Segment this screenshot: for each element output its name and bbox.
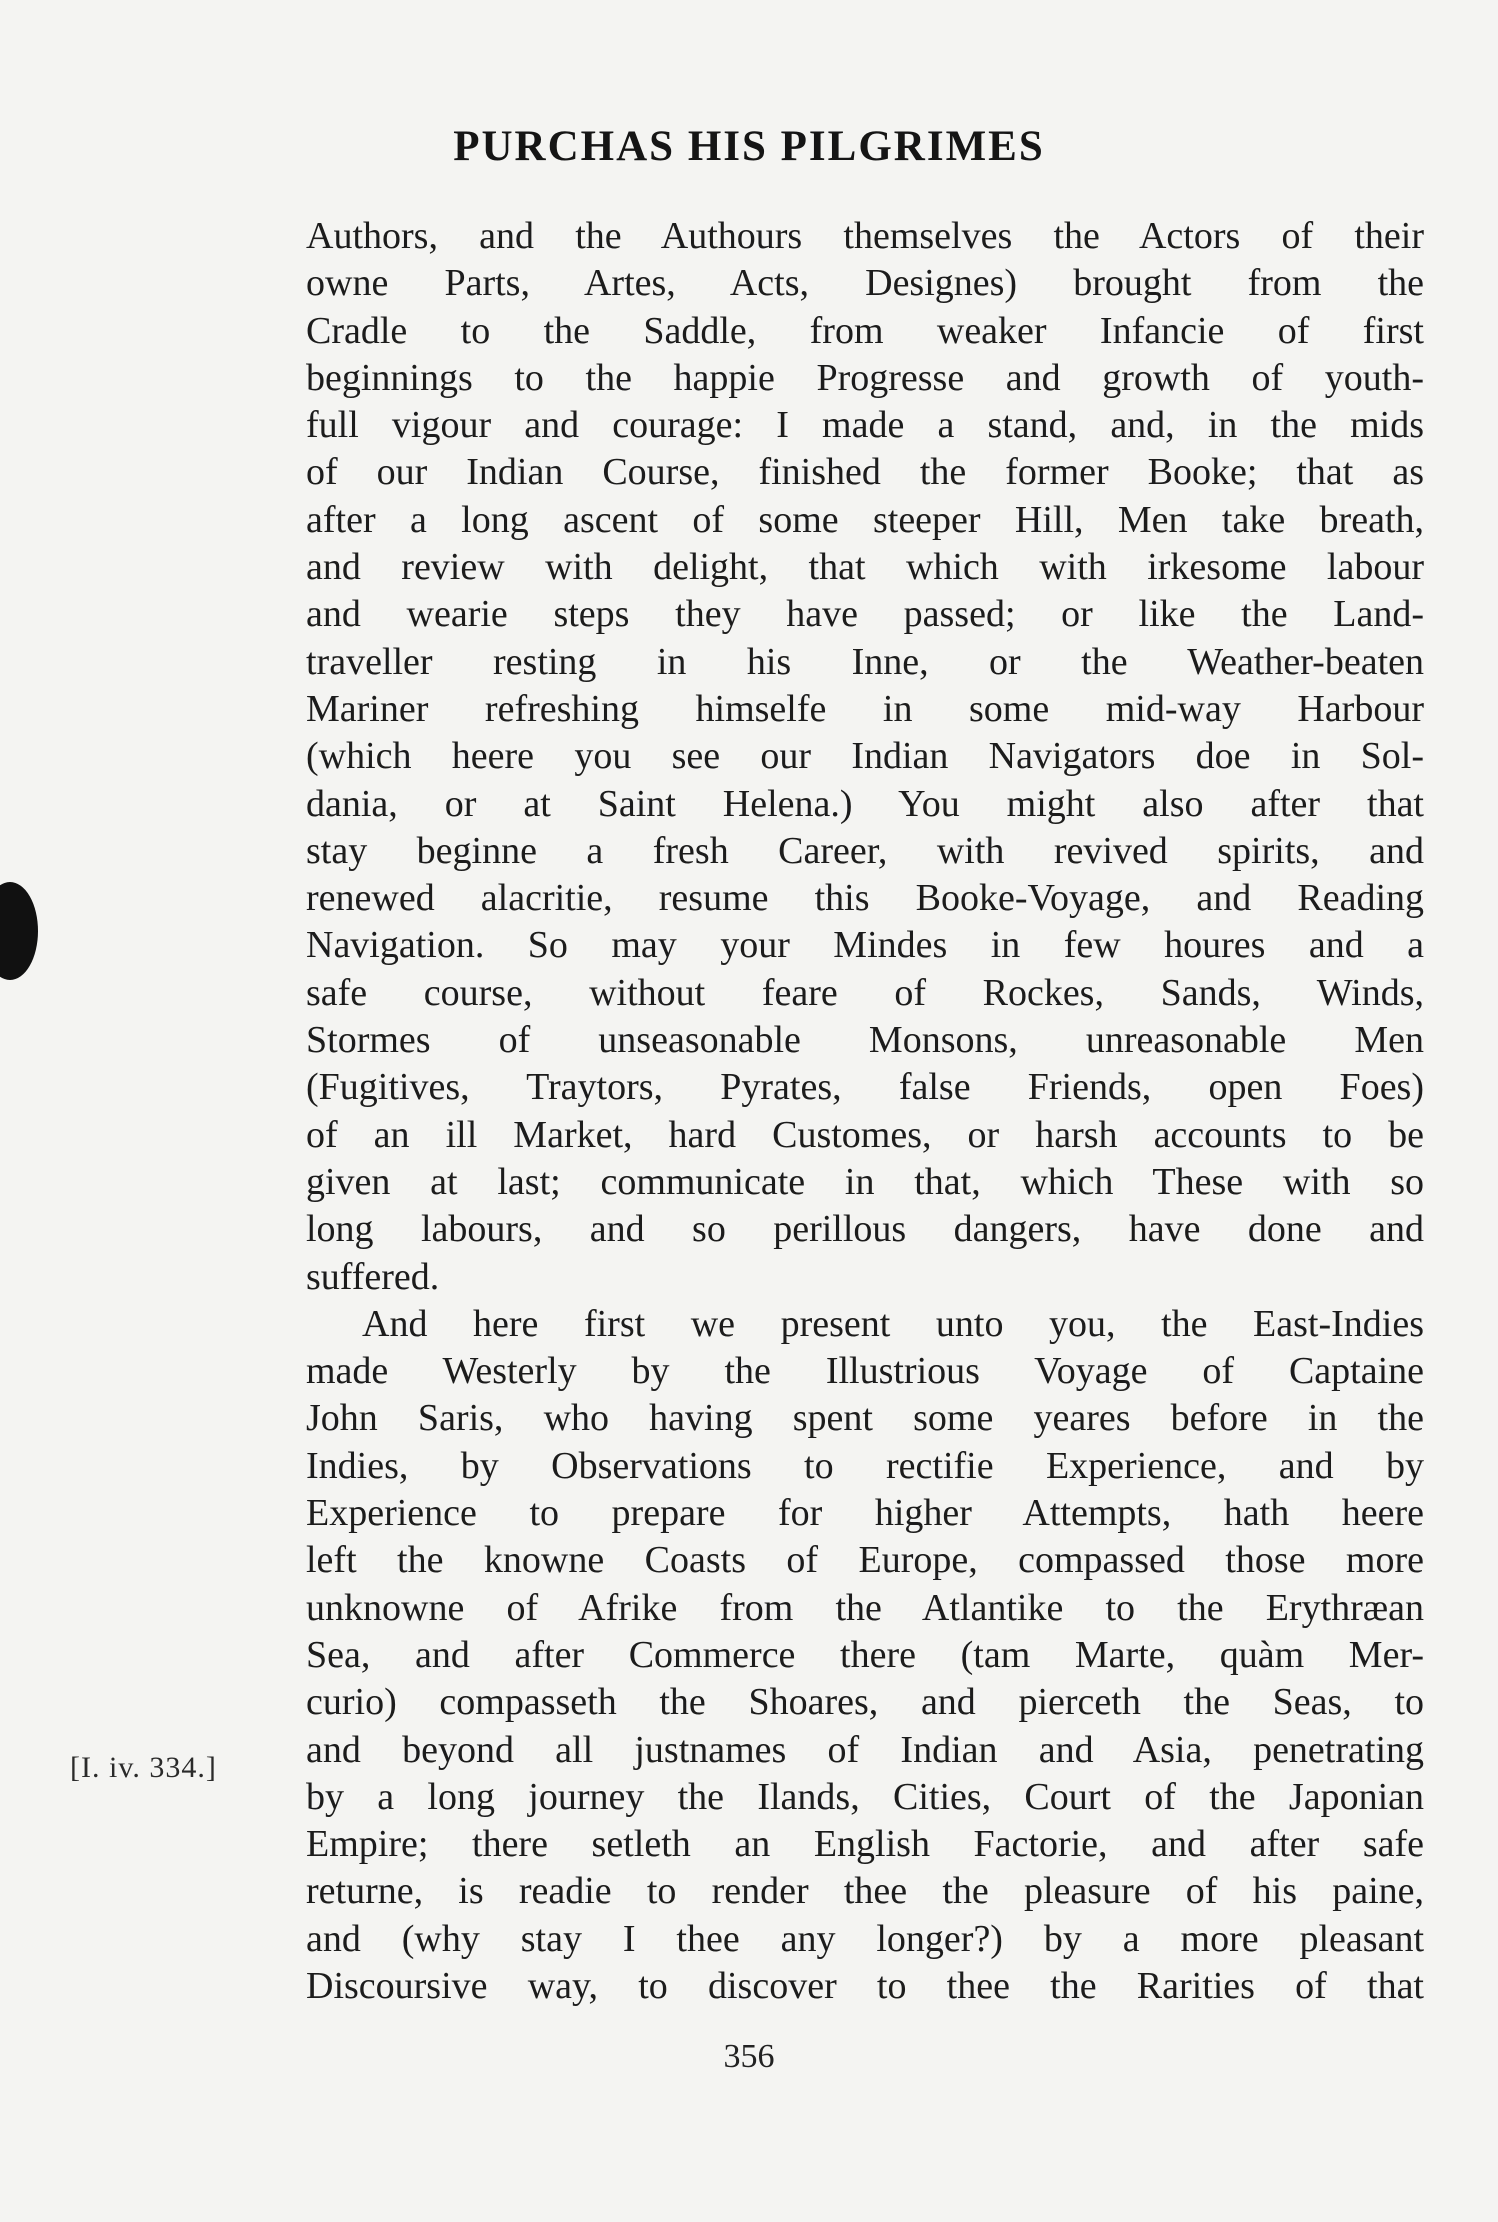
text-line: and wearie steps they have passed; or like the Land- xyxy=(306,593,1424,636)
text-line: and review with delight, that which with irkesome labour xyxy=(306,546,1424,589)
text-line: made Westerly by the Illustrious Voyage of Captaine xyxy=(306,1350,1424,1393)
text-line: of an ill Market, hard Customes, or harsh accounts to be xyxy=(306,1113,1424,1156)
running-head: PURCHAS HIS PILGRIMES xyxy=(453,123,1045,170)
text-line: returne, is readie to render thee the pleasure of his paine, xyxy=(306,1870,1424,1913)
text-line: (Fugitives, Traytors, Pyrates, false Friends, open Foes) xyxy=(306,1066,1424,1109)
text-line: John Saris, who having spent some yeares before in the xyxy=(306,1397,1424,1440)
paragraph xyxy=(306,1301,1424,2010)
text-line: Empire; there setleth an English Factorie, and after safe xyxy=(306,1823,1424,1866)
text-line: after a long ascent of some steeper Hill, Men take breath, xyxy=(306,498,1424,541)
text-line: full vigour and courage: I made a stand, and, in the mids xyxy=(306,404,1424,447)
text-line: Cradle to the Saddle, from weaker Infancie of first xyxy=(306,309,1424,352)
text-line: stay beginne a fresh Career, with revived spirits, and xyxy=(306,829,1424,872)
text-line: Authors, and the Authours themselves the Actors of their xyxy=(306,215,1424,257)
text-line: Mariner refreshing himselfe in some mid-way Harbour xyxy=(306,687,1424,730)
text-line: left the knowne Coasts of Europe, compassed those more xyxy=(306,1539,1424,1582)
text-line: of our Indian Course, finished the former Booke; that as xyxy=(306,451,1424,494)
text-line: dania, or at Saint Helena.) You might also after that xyxy=(306,782,1424,825)
text-line: beginnings to the happie Progresse and growth of youth- xyxy=(306,356,1424,399)
margin-note: [I. iv. 334.] xyxy=(70,1751,217,1784)
text-line: and beyond all justnames of Indian and Asia, penetrating xyxy=(306,1728,1424,1771)
body-text xyxy=(306,213,1424,2010)
text-line: by a long journey the Ilands, Cities, Court of the Japonian xyxy=(306,1775,1424,1818)
text-line: Discoursive way, to discover to thee the Rarities of that xyxy=(306,1964,1424,2007)
text-line: Sea, and after Commerce there (tam Marte, quàm Mer- xyxy=(306,1633,1424,1676)
text-line: Navigation. So may your Mindes in few houres and a xyxy=(306,924,1424,967)
text-line: curio) compasseth the Shoares, and pierceth the Seas, to xyxy=(306,1681,1424,1724)
text-line: unknowne of Afrike from the Atlantike to the Erythræan xyxy=(306,1586,1424,1629)
text-line: owne Parts, Artes, Acts, Designes) brought from the xyxy=(306,262,1424,305)
page-number: 356 xyxy=(723,2038,775,2075)
text-line: given at last; communicate in that, which These with so xyxy=(306,1160,1424,1203)
text-line: And here first we present unto you, the East-Indies xyxy=(362,1302,1424,1345)
text-line: renewed alacritie, resume this Booke-Voyage, and Reading xyxy=(306,877,1424,920)
text-line: Stormes of unseasonable Monsons, unreasonable Men xyxy=(306,1019,1424,1062)
text-line: Experience to prepare for higher Attempts, hath heere xyxy=(306,1492,1424,1535)
text-line: traveller resting in his Inne, or the Weather-beaten xyxy=(306,640,1424,683)
paragraph xyxy=(306,213,1424,1301)
ink-blot xyxy=(0,882,38,980)
text-line: suffered. xyxy=(306,1255,440,1298)
text-line: Indies, by Observations to rectifie Experience, and by xyxy=(306,1444,1424,1487)
text-line: (which heere you see our Indian Navigators doe in Sol- xyxy=(306,735,1424,778)
text-line: and (why stay I thee any longer?) by a more pleasant xyxy=(306,1917,1424,1960)
text-line: safe course, without feare of Rockes, Sands, Winds, xyxy=(306,971,1424,1014)
text-line: long labours, and so perillous dangers, have done and xyxy=(306,1208,1424,1251)
